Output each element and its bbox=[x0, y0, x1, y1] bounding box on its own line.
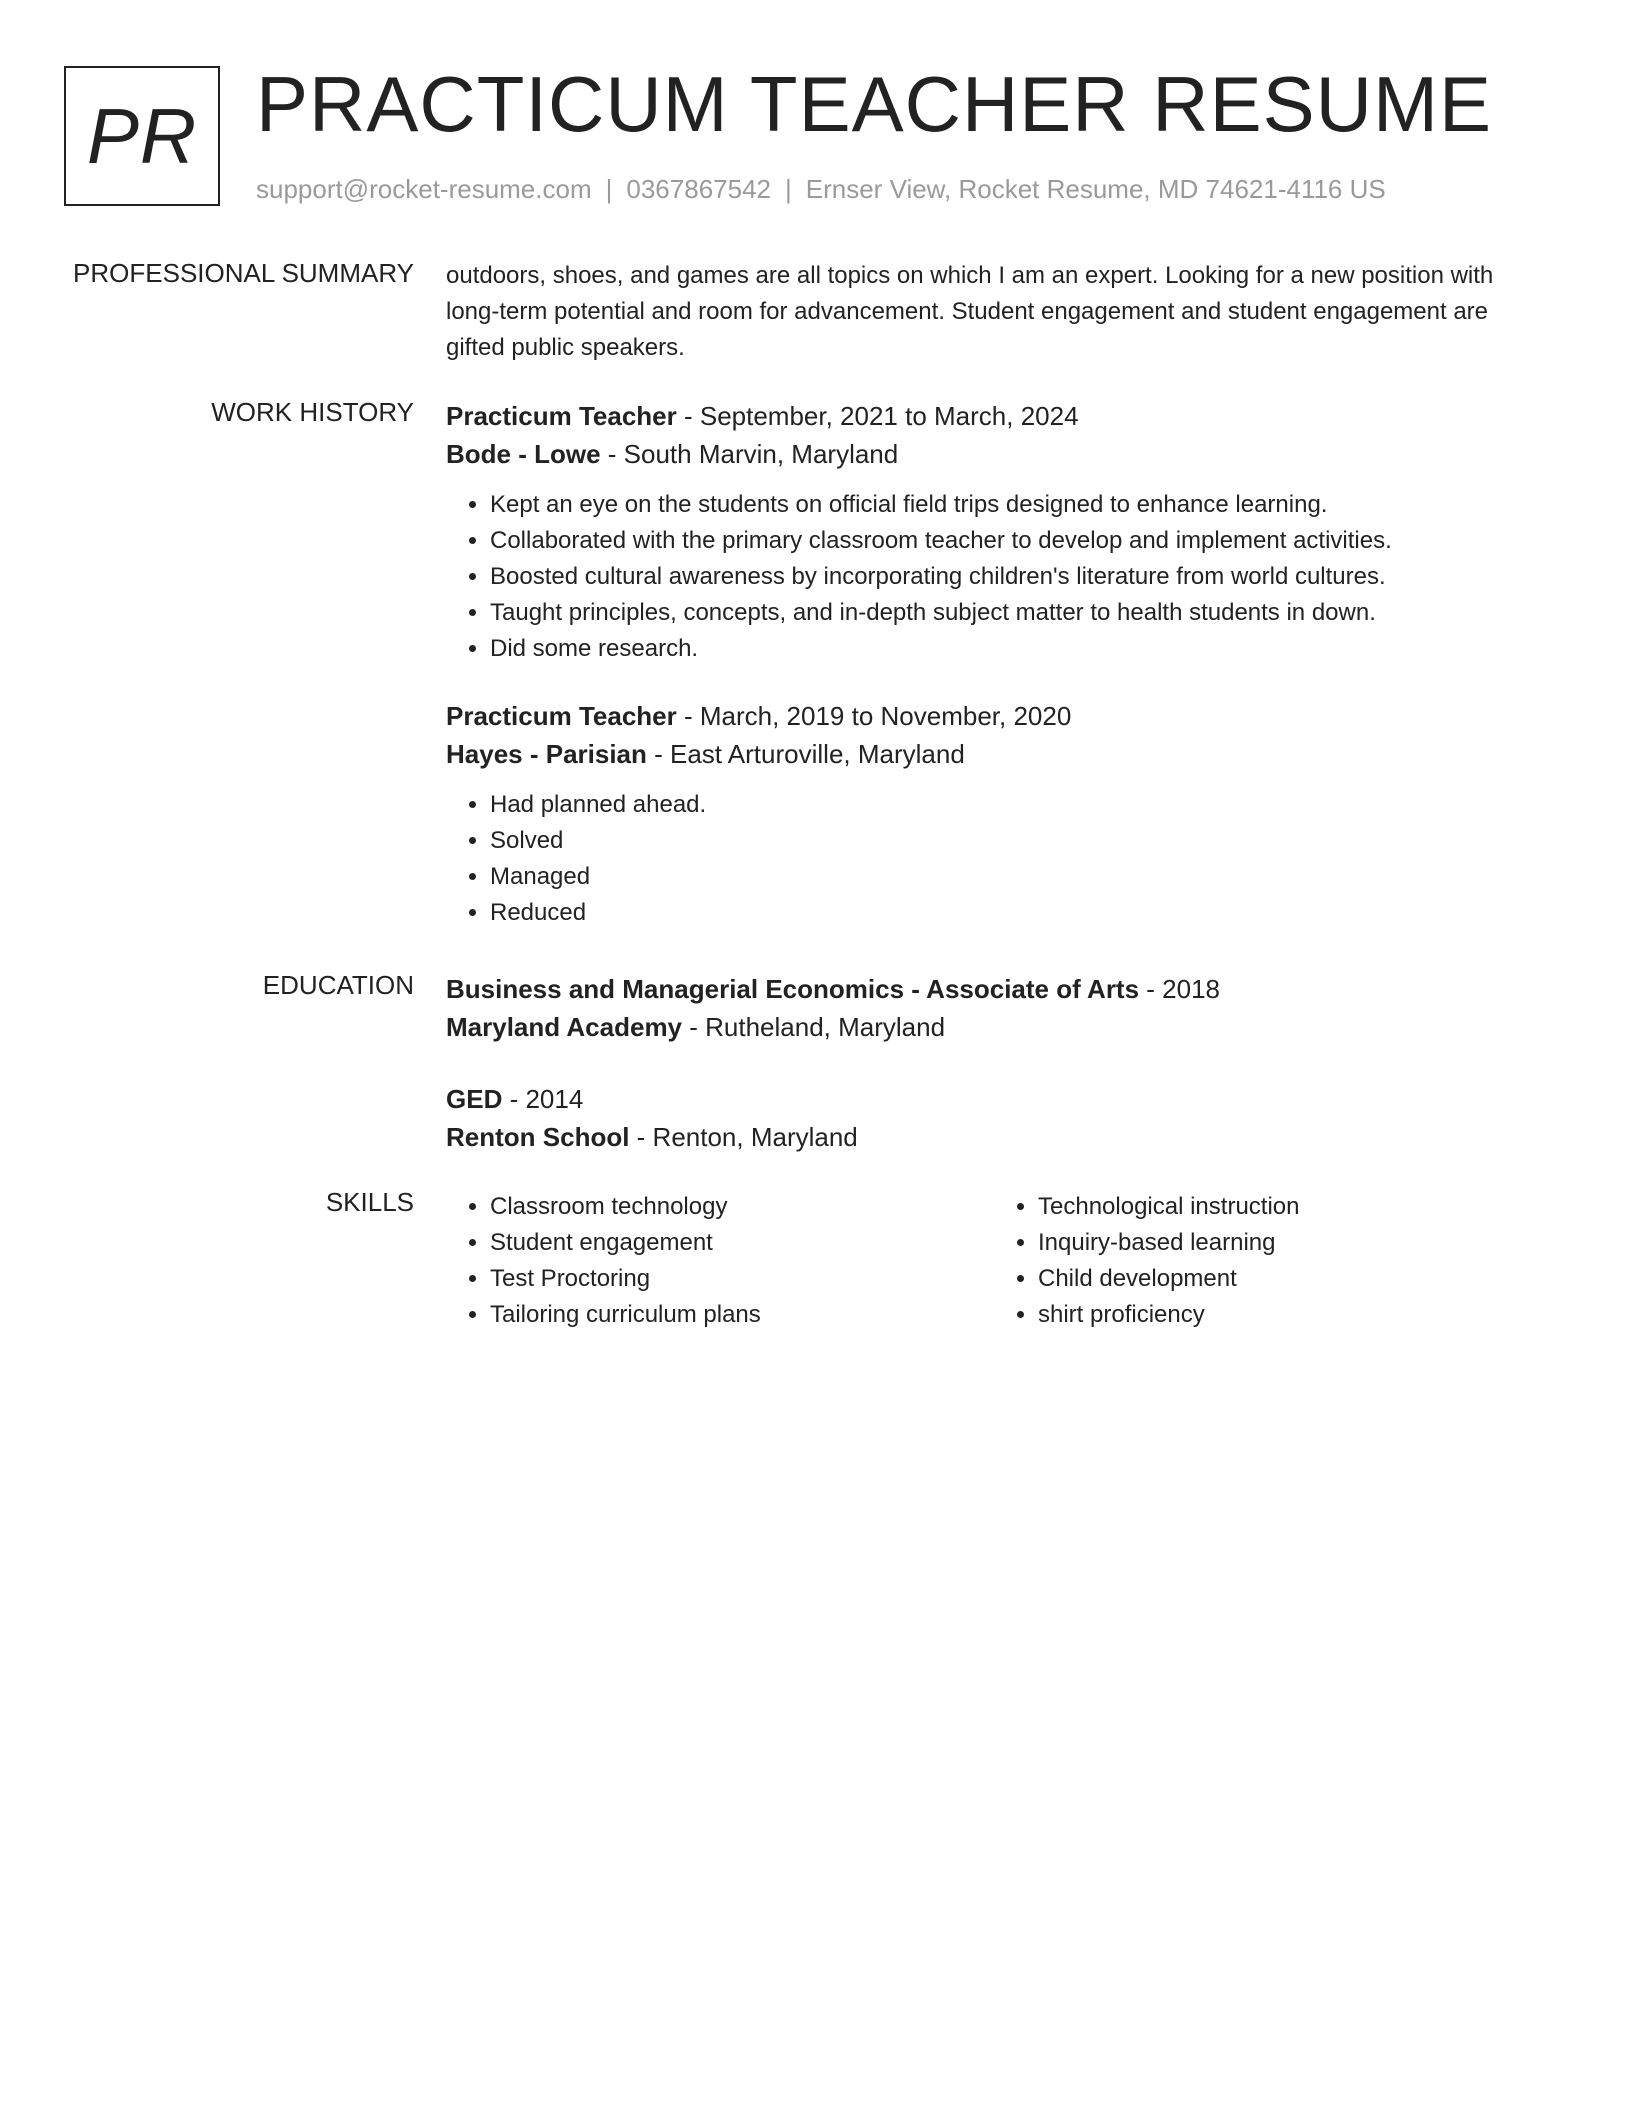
job-title: Practicum Teacher bbox=[446, 401, 677, 431]
job-bullet: • Kept an eye on the students on official field trips designed to enhance learning. bbox=[490, 487, 1546, 523]
job-entry bbox=[446, 697, 1546, 931]
education-year: - 2014 bbox=[502, 1084, 584, 1114]
job-bullets bbox=[446, 487, 1546, 667]
education-body bbox=[446, 970, 1546, 1156]
job-bullet: • Taught principles, concepts, and in-depth subject matter to health students in down. bbox=[490, 595, 1546, 631]
job-company-line bbox=[446, 735, 1546, 773]
section-label-work-history: WORK HISTORY bbox=[211, 397, 414, 427]
education-location: - Renton, Maryland bbox=[629, 1122, 858, 1152]
skill-item: • Test Proctoring bbox=[490, 1261, 994, 1297]
education-degree-line bbox=[446, 970, 1546, 1008]
education-school-line bbox=[446, 1008, 1546, 1046]
work-history-body bbox=[446, 397, 1546, 931]
job-bullet: • Managed bbox=[490, 859, 1546, 895]
job-dates: - September, 2021 to March, 2024 bbox=[676, 401, 1079, 431]
skill-item: • shirt proficiency bbox=[1038, 1297, 1542, 1333]
education-entry bbox=[446, 1080, 1546, 1156]
job-bullet: • Solved bbox=[490, 823, 1546, 859]
contact-address: Ernser View, Rocket Resume, MD 74621-4116 US bbox=[805, 174, 1386, 204]
resume-header bbox=[64, 60, 1568, 210]
contact-separator: | bbox=[785, 174, 792, 204]
job-title-line bbox=[446, 697, 1546, 735]
skill-item: • Child development bbox=[1038, 1261, 1542, 1297]
skill-item: • Student engagement bbox=[490, 1225, 994, 1261]
job-bullets bbox=[446, 787, 1546, 931]
monogram-logo: PR bbox=[64, 66, 220, 206]
education-school: Maryland Academy bbox=[446, 1012, 683, 1042]
section-label-summary: PROFESSIONAL SUMMARY bbox=[73, 258, 414, 288]
skills-columns bbox=[446, 1189, 1546, 1333]
education-school-line bbox=[446, 1118, 1546, 1156]
education-year: - 2018 bbox=[1139, 974, 1221, 1004]
job-company: Hayes - Parisian bbox=[446, 739, 647, 769]
contact-email[interactable]: support@rocket-resume.com bbox=[256, 174, 592, 204]
job-bullet: • Had planned ahead. bbox=[490, 787, 1546, 823]
summary-text: outdoors, shoes, and games are all topics on which I am an expert. Looking for a new position with long-term potential and room for advancement. Student engagement and student engagement are gifted public speakers. bbox=[446, 262, 1494, 361]
section-label-skills: SKILLS bbox=[325, 1187, 414, 1217]
job-bullet: • Reduced bbox=[490, 895, 1546, 931]
summary-body bbox=[446, 258, 1546, 366]
skill-item: • Technological instruction bbox=[1038, 1189, 1542, 1225]
job-title-line bbox=[446, 397, 1546, 435]
skills-list-left bbox=[446, 1189, 994, 1333]
contact-separator: | bbox=[605, 174, 613, 204]
education-entry bbox=[446, 970, 1546, 1046]
education-degree: Business and Managerial Economics - Associate of Arts bbox=[446, 974, 1140, 1004]
education-degree: GED bbox=[446, 1084, 503, 1114]
skill-item: • Inquiry-based learning bbox=[1038, 1225, 1542, 1261]
job-location: - South Marvin, Maryland bbox=[600, 439, 899, 469]
job-bullet: • Collaborated with the primary classroom teacher to develop and implement activities. bbox=[490, 523, 1546, 559]
job-bullet: • Did some research. bbox=[490, 631, 1546, 667]
job-dates: - March, 2019 to November, 2020 bbox=[676, 701, 1072, 731]
job-location: - East Arturoville, Maryland bbox=[646, 739, 965, 769]
education-degree-line bbox=[446, 1080, 1546, 1118]
skills-body bbox=[446, 1189, 1546, 1333]
section-label-education: EDUCATION bbox=[262, 970, 414, 1000]
job-bullet: • Boosted cultural awareness by incorporating children's literature from world cultures. bbox=[490, 559, 1546, 595]
job-company-line bbox=[446, 435, 1546, 473]
skill-item: • Tailoring curriculum plans bbox=[490, 1297, 994, 1333]
skill-item: • Classroom technology bbox=[490, 1189, 994, 1225]
contact-phone[interactable]: 0367867542 bbox=[626, 174, 771, 204]
job-company: Bode - Lowe bbox=[446, 439, 601, 469]
skills-list-right bbox=[994, 1189, 1542, 1333]
job-title: Practicum Teacher bbox=[446, 701, 677, 731]
resume-title: PRACTICUM TEACHER RESUME bbox=[256, 60, 1493, 148]
contact-line bbox=[256, 174, 1386, 205]
education-location: - Rutheland, Maryland bbox=[682, 1012, 946, 1042]
job-entry bbox=[446, 397, 1546, 667]
education-school: Renton School bbox=[446, 1122, 630, 1152]
